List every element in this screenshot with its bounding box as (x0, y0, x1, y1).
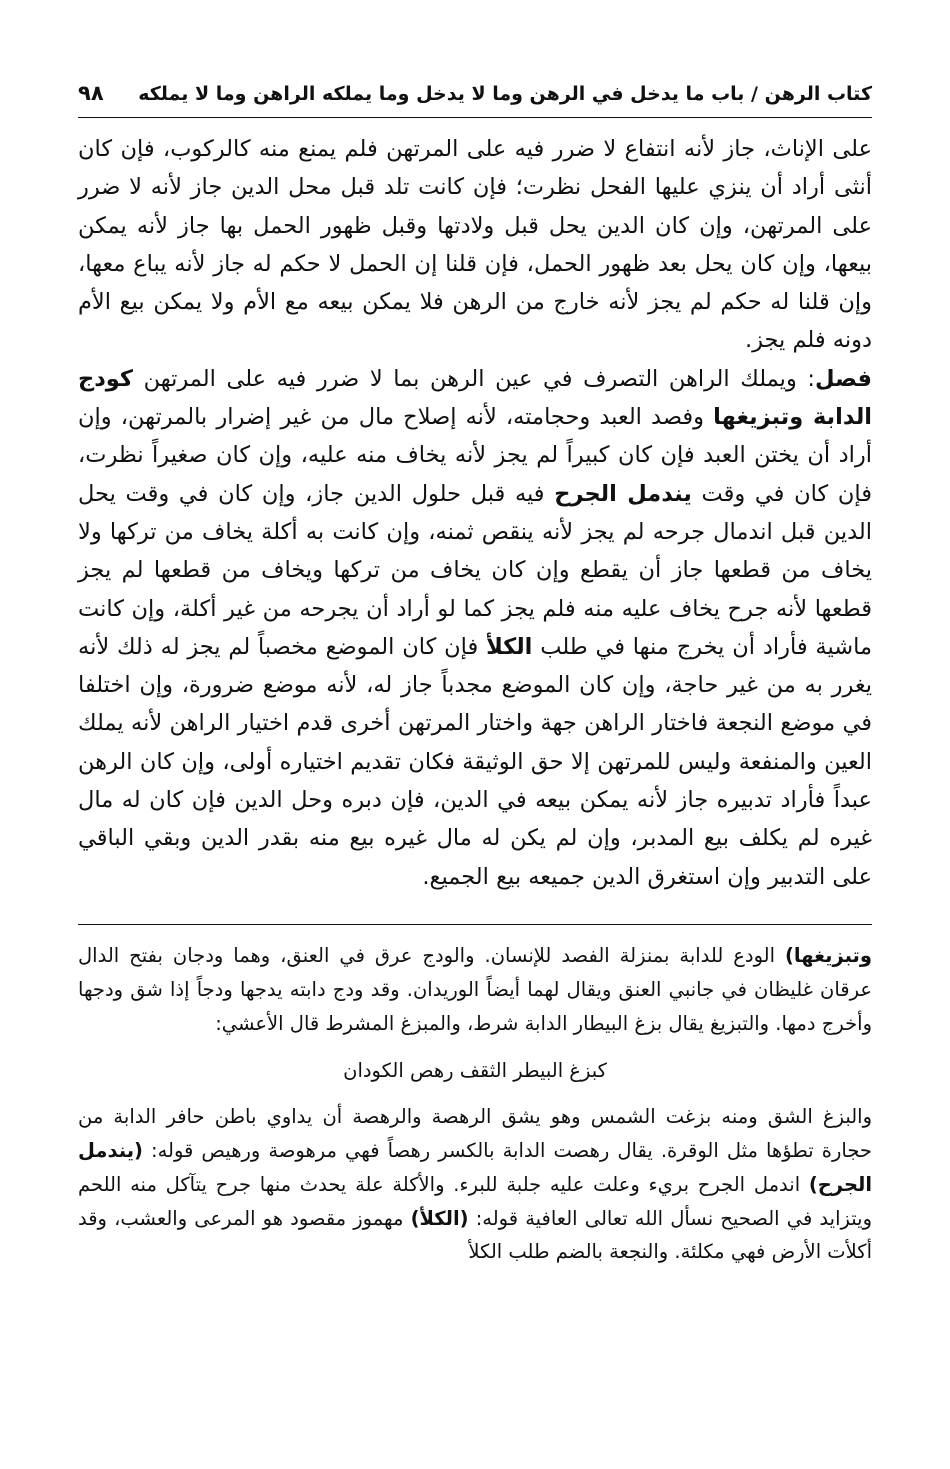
note-text-2a: والبزغ الشق ومنه بزغت الشمس وهو يشق الرهصة والرهصة أن يداوي باطن حافر الدابة من حجارة تطؤها مثل الوقرة. يقال رهصت الدابة بالكسر رهصاً فهي مرهوصة ورهيص قوله: (78, 1105, 872, 1162)
note-text-1: الودع للدابة بمنزلة الفصد للإنسان. والودج عرق في العنق، وهما ودجان بفتح الدال عرقان غليظان في جانبي العنق ويقال لهما أيضاً الوريدان. وقد ودج دابته يدجها ودجاً إذا شق ودجها وأخرج دمها. والتبزيغ يقال بزغ البيطار الدابة شرط، والمبزغ المشرط قال الأعشي: (78, 943, 872, 1035)
note-keyword-tabzigh: وتبزيغها) (785, 943, 872, 967)
footnote-separator (78, 924, 872, 925)
fasl-text-3: فيه قبل حلول الدين جاز، وإن كان في وقت يحل الدين قبل اندمال جرحه لم يجز لأنه ينقص ثمنه، وإن كانت به أكلة يخاف من تركها ولا يخاف من قطعها جاز أن يقطع وإن كان يخاف من تركها ويخاف من قطعها لم يجز قطعها لأنه جرح يخاف عليه منه فلم يجز كما لو أراد أن يجرحه من غير أكلة، وإن كانت ماشية فأراد أن يخرج منها في طلب (78, 480, 872, 660)
note-keyword-yandamil: (يندمل الجرح) (78, 1138, 872, 1196)
note-keyword-kala: (الكلأ) (410, 1206, 469, 1230)
keyword-kala: الكلأ (486, 633, 533, 660)
note-paragraph-1 (78, 939, 872, 1040)
poetry-verse: كبزغ البيطر الثقف رهص الكودان (343, 1059, 607, 1083)
note-paragraph-2 (78, 1100, 872, 1269)
running-title: كتاب الرهن / باب ما يدخل في الرهن وما لا يدخل وما يملكه الراهن وما لا يملكه (138, 83, 872, 105)
paragraph-continuation: على الإناث، جاز لأنه انتفاع لا ضرر فيه على المرتهن فلم يمنع منه كالركوب، فإن كان أنثى أراد أن ينزي عليها الفحل نظرت؛ فإن كانت تلد قبل محل الدين جاز لأنه لا ضرر على المرتهن، وإن كان الدين يحل قبل ولادتها وقبل ظهور الحمل بها جاز لأنه يمكن بيعها، وإن كان يحل بعد ظهور الحمل، فإن قلنا إن الحمل لا حكم له جاز لأنه يباع معها، وإن قلنا له حكم لم يجز لأنه خارج من الرهن فلا يمكن بيعه مع الأم ولا يمكن بيع الأم دونه فلم يجز. (78, 136, 872, 354)
fasl-text-2: وفصد العبد وحجامته، لأنه إصلاح مال من غير إضرار بالمرتهن، وإن أراد أن يختن العبد فإن كان كبيراً لم يجز لأنه يخاف منه عليه، وإن كان صغيراً نظرت، فإن كان في وقت (78, 404, 872, 507)
footnotes (78, 939, 872, 1269)
page-number: ٩٨ (78, 81, 104, 105)
main-text (78, 130, 872, 896)
fasl-text-1: : ويملك الراهن التصرف في عين الرهن بما لا ضرر فيه على المرتهن (132, 365, 815, 392)
book-page (78, 78, 872, 1429)
keyword-yandamil: يندمل الجرح (554, 480, 692, 507)
fasl-text-4: فإن كان الموضع مخصباً لم يجز له ذلك لأنه يغرر به من غير حاجة، وإن كان الموضع مجدباً جاز له، لأنه موضع ضرورة، وإن اختلفا في موضع النجعة فاختار الراهن جهة واختار المرتهن أخرى قدم اختيار الراهن لأنه يملك العين والمنفعة وليس للمرتهن إلا حق الوثيقة فكان تقديم اختياره أولى، وإن كان الرهن عبداً فأراد تدبيره جاز لأنه يمكن بيعه في الدين، فإن دبره وحل الدين فإن كان له مال غيره لم يكلف بيع المدبر، وإن لم يكن له مال غيره بيع منه بقدر الدين وبقي الباقي على التدبير وإن استغرق الدين جميعه بيع الجميع. (78, 633, 872, 890)
note-text-2b: اندمل الجرح بريء وعلت عليه جلبة للبرء. والأكلة علة يحدث منها جرح يتآكل منه اللحم ويتزايد في الصحيح نسأل الله تعالى العافية قوله: (78, 1172, 872, 1230)
paragraph-fasl (78, 360, 872, 896)
running-header (78, 78, 872, 118)
section-heading-fasl: فصل (815, 365, 872, 392)
keyword-wadj: كودج الدابة وتبزيغها (78, 365, 872, 431)
note-text-2c: مهموز مقصود هو المرعى والعشب، وقد أكلأت الأرض فهي مكلئة. والنجعة بالضم طلب الكلأ (78, 1206, 872, 1264)
